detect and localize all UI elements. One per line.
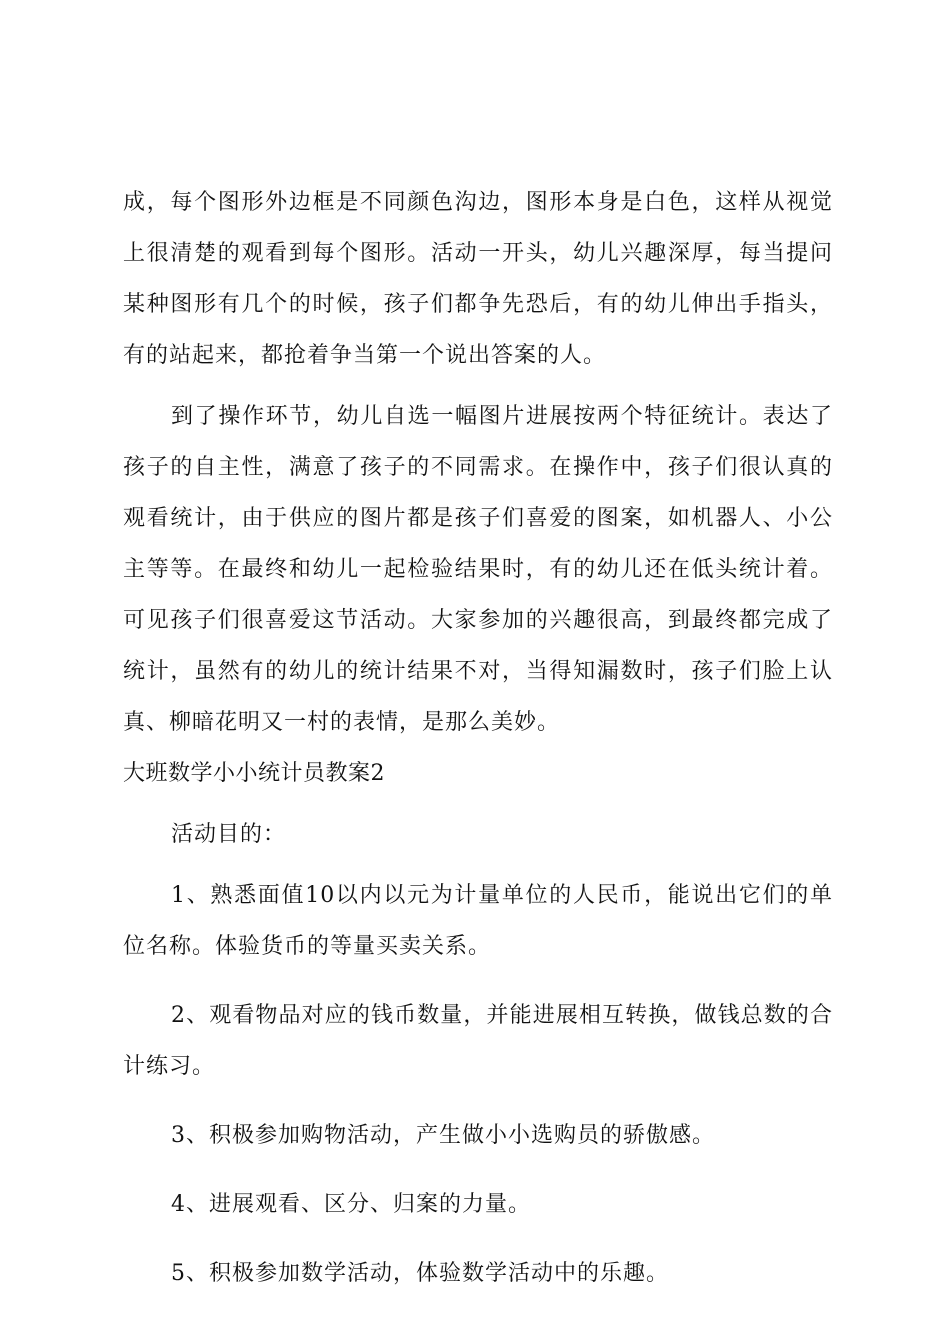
paragraph-continued: 成，每个图形外边框是不同颜色沟边，图形本身是白色，这样从视觉上很清楚的观看到每个图形。活动一开头，幼儿兴趣深厚，每当提问某种图形有几个的时候，孩子们都争先恐后，有的幼儿伸出手指头，有的站起来，都抢着争当第一个说出答案的人。	[123, 190, 833, 368]
goal-item-3: 3、积极参加购物活动，产生做小小选购员的骄傲感。	[171, 1123, 715, 1148]
goal-item-2: 2、观看物品对应的钱币数量，并能进展相互转换，做钱总数的合计练习。	[123, 1003, 833, 1079]
goal-item-5: 5、积极参加数学活动，体验数学活动中的乐趣。	[171, 1261, 669, 1286]
goals-label: 活动目的：	[171, 822, 287, 847]
goal-item-4: 4、进展观看、区分、归案的力量。	[171, 1192, 531, 1217]
section-title: 大班数学小小统计员教案2	[123, 761, 385, 786]
document-body	[123, 177, 833, 1299]
paragraph-operation: 到了操作环节，幼儿自选一幅图片进展按两个特征统计。表达了孩子的自主性，满意了孩子的不同需求。在操作中，孩子们很认真的观看统计，由于供应的图片都是孩子们喜爱的图案，如机器人、小公主等等。在最终和幼儿一起检验结果时，有的幼儿还在低头统计着。可见孩子们很喜爱这节活动。大家参加的兴趣很高，到最终都完成了统计，虽然有的幼儿的统计结果不对，当得知漏数时，孩子们脸上认真、柳暗花明又一村的表情，是那么美妙。	[123, 404, 833, 735]
goal-item-1: 1、熟悉面值10以内以元为计量单位的人民币，能说出它们的单位名称。体验货币的等量买卖关系。	[123, 883, 833, 959]
